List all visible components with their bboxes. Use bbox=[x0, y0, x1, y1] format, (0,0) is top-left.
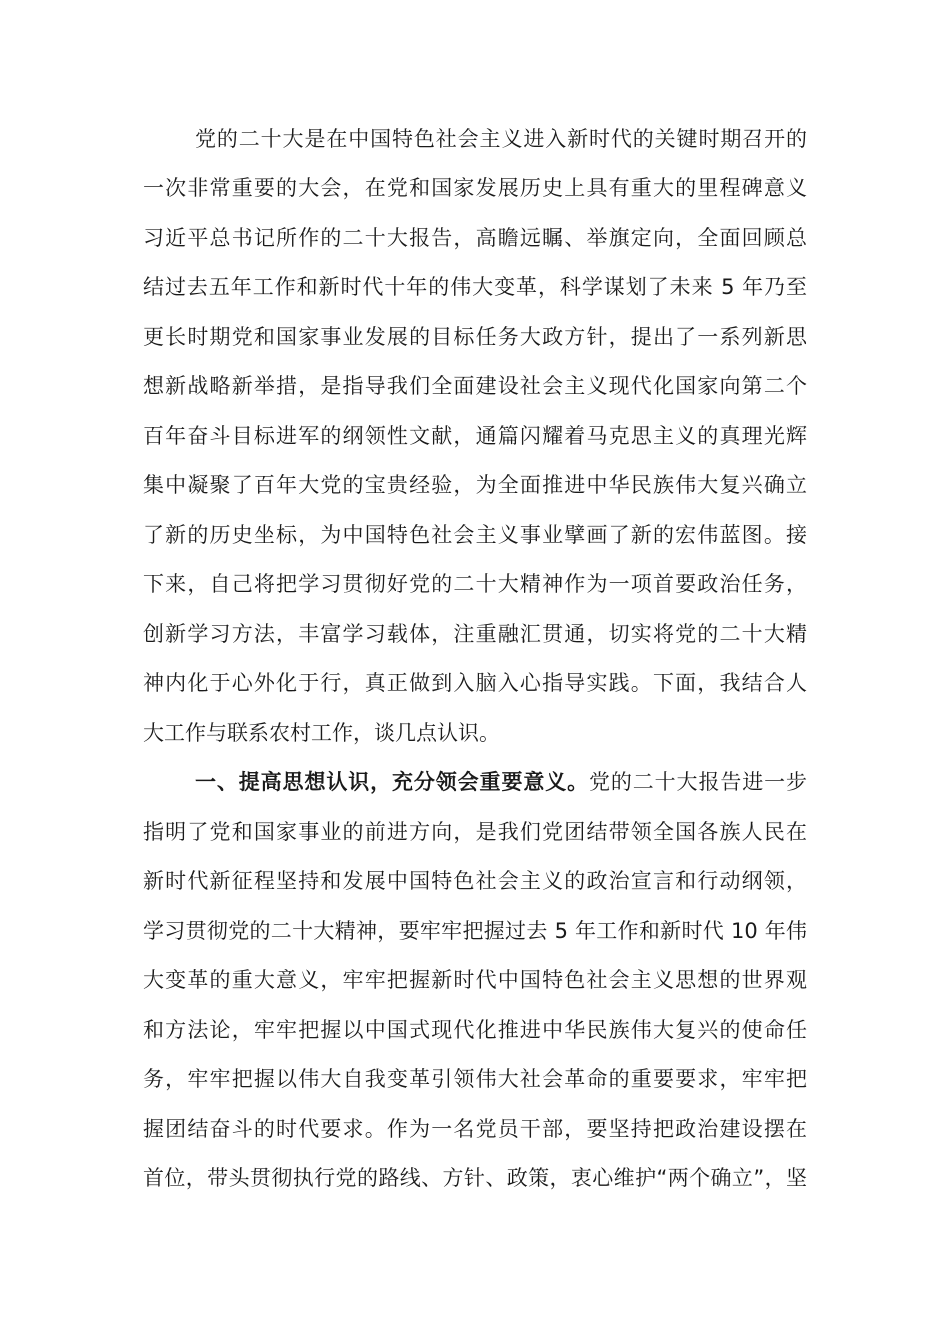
paragraph-1-line-2: 一次非常重要的大会，在党和国家发展历史上具有重大的里程碑意义 bbox=[143, 176, 807, 200]
paragraph-2-line-5: 大变革的重大意义，牢牢把握新时代中国特色社会主义思想的世界观 bbox=[143, 968, 807, 992]
paragraph-1-line-6: 想新战略新举措，是指导我们全面建设社会主义现代化国家向第二个 bbox=[143, 374, 807, 398]
paragraph-2-line-6: 和方法论，牢牢把握以中国式现代化推进中华民族伟大复兴的使命任 bbox=[143, 1018, 807, 1042]
paragraph-1-line-3: 习近平总书记所作的二十大报告，高瞻远瞩、举旗定向，全面回顾总 bbox=[143, 226, 807, 250]
paragraph-2-line-9: 首位，带头贯彻执行党的路线、方针、政策，衷心维护“两个确立”，坚 bbox=[143, 1166, 807, 1190]
paragraph-1-line-13: 大工作与联系农村工作，谈几点认识。 bbox=[143, 721, 500, 745]
paragraph-2-line-1 bbox=[195, 762, 807, 802]
paragraph-1-line-8: 集中凝聚了百年大党的宝贵经验，为全面推进中华民族伟大复兴确立 bbox=[143, 473, 807, 497]
paragraph-1-line-4: 结过去五年工作和新时代十年的伟大变革，科学谋划了未来 5 年乃至 bbox=[143, 275, 807, 299]
paragraph-2-line-3: 新时代新征程坚持和发展中国特色社会主义的政治宣言和行动纲领， bbox=[143, 869, 807, 893]
paragraph-1-line-1: 党的二十大是在中国特色社会主义进入新时代的关键时期召开的 bbox=[195, 127, 807, 151]
paragraph-2-line-2: 指明了党和国家事业的前进方向，是我们党团结带领全国各族人民在 bbox=[143, 820, 807, 844]
paragraph-1-line-10: 下来，自己将把学习贯彻好党的二十大精神作为一项首要政治任务， bbox=[143, 572, 807, 596]
paragraph-2-line-4: 学习贯彻党的二十大精神，要牢牢把握过去 5 年工作和新时代 10 年伟 bbox=[143, 919, 807, 943]
paragraph-2-line-1-rest: 党的二十大报告进一步 bbox=[589, 770, 807, 794]
paragraph-1-line-12: 神内化于心外化于行，真正做到入脑入心指导实践。下面，我结合人 bbox=[143, 671, 807, 695]
paragraph-2-line-7: 务，牢牢把握以伟大自我变革引领伟大社会革命的重要要求，牢牢把 bbox=[143, 1067, 807, 1091]
paragraph-1-line-11: 创新学习方法，丰富学习载体，注重融汇贯通，切实将党的二十大精 bbox=[143, 622, 807, 646]
section-heading: 一、提高思想认识，充分领会重要意义。 bbox=[195, 770, 589, 794]
paragraph-1-line-9: 了新的历史坐标，为中国特色社会主义事业擘画了新的宏伟蓝图。接 bbox=[143, 523, 807, 547]
paragraph-1-line-7: 百年奋斗目标进军的纲领性文献，通篇闪耀着马克思主义的真理光辉 bbox=[143, 424, 807, 448]
paragraph-1-line-5: 更长时期党和国家事业发展的目标任务大政方针，提出了一系列新思 bbox=[143, 325, 807, 349]
paragraph-2-line-8: 握团结奋斗的时代要求。作为一名党员干部，要坚持把政治建设摆在 bbox=[143, 1117, 807, 1141]
